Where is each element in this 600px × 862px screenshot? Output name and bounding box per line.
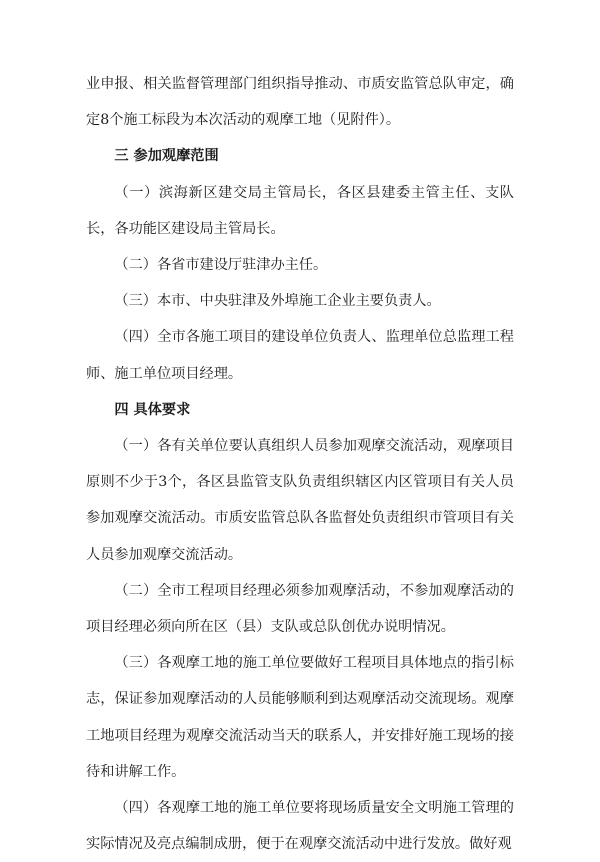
section-heading-4: 四 具体要求 bbox=[114, 401, 191, 418]
paragraph-4-3: （三）各观摩工地的施工单位要做好工程项目具体地点的指引标志，保证参加观摩活动的人员能够顺利到达观摩活动交流现场。观摩工地项目经理为观摩交流活动当天的联系人，并安排好施工现场的接待和讲解工作。 bbox=[86, 655, 514, 780]
paragraph-4-2: （二）全市工程项目经理必须参加观摩活动，不参加观摩活动的项目经理必须向所在区（县）支队或总队创优办说明情况。 bbox=[86, 582, 514, 636]
paragraph-4-1: （一）各有关单位要认真组织人员参加观摩交流活动，观摩项目原则不少于3个，各区县监管支队负责组织辖区内区管项目有关人员参加观摩交流活动。市质安监管总队各监督处负责组织市管项目有关人员参加观摩交流活动。 bbox=[86, 438, 514, 563]
paragraph-3-4: （四）全市各施工项目的建设单位负责人、监理单位总监理工程师、施工单位项目经理。 bbox=[86, 329, 514, 382]
paragraph-3-3: （三）本市、中央驻津及外埠施工企业主要负责人。 bbox=[114, 293, 441, 310]
paragraph-1: 业申报、相关监督管理部门组织指导推动、市质安监管总队审定，确定8个施工标段为本次活动的观摩工地（见附件）。 bbox=[86, 76, 514, 129]
paragraph-4-4: （四）各观摩工地的施工单位要将现场质量安全文明施工管理的实际情况及亮点编制成册，便于在观摩交流活动中进行发放。做好观 bbox=[86, 800, 514, 853]
paragraph-3-1: （一）滨海新区建交局主管局长，各区县建委主管主任、支队长，各功能区建设局主管局长。 bbox=[86, 184, 514, 237]
paragraph-3-2: （二）各省市建设厅驻津办主任。 bbox=[114, 257, 328, 274]
section-heading-3: 三 参加观摩范围 bbox=[114, 148, 219, 165]
